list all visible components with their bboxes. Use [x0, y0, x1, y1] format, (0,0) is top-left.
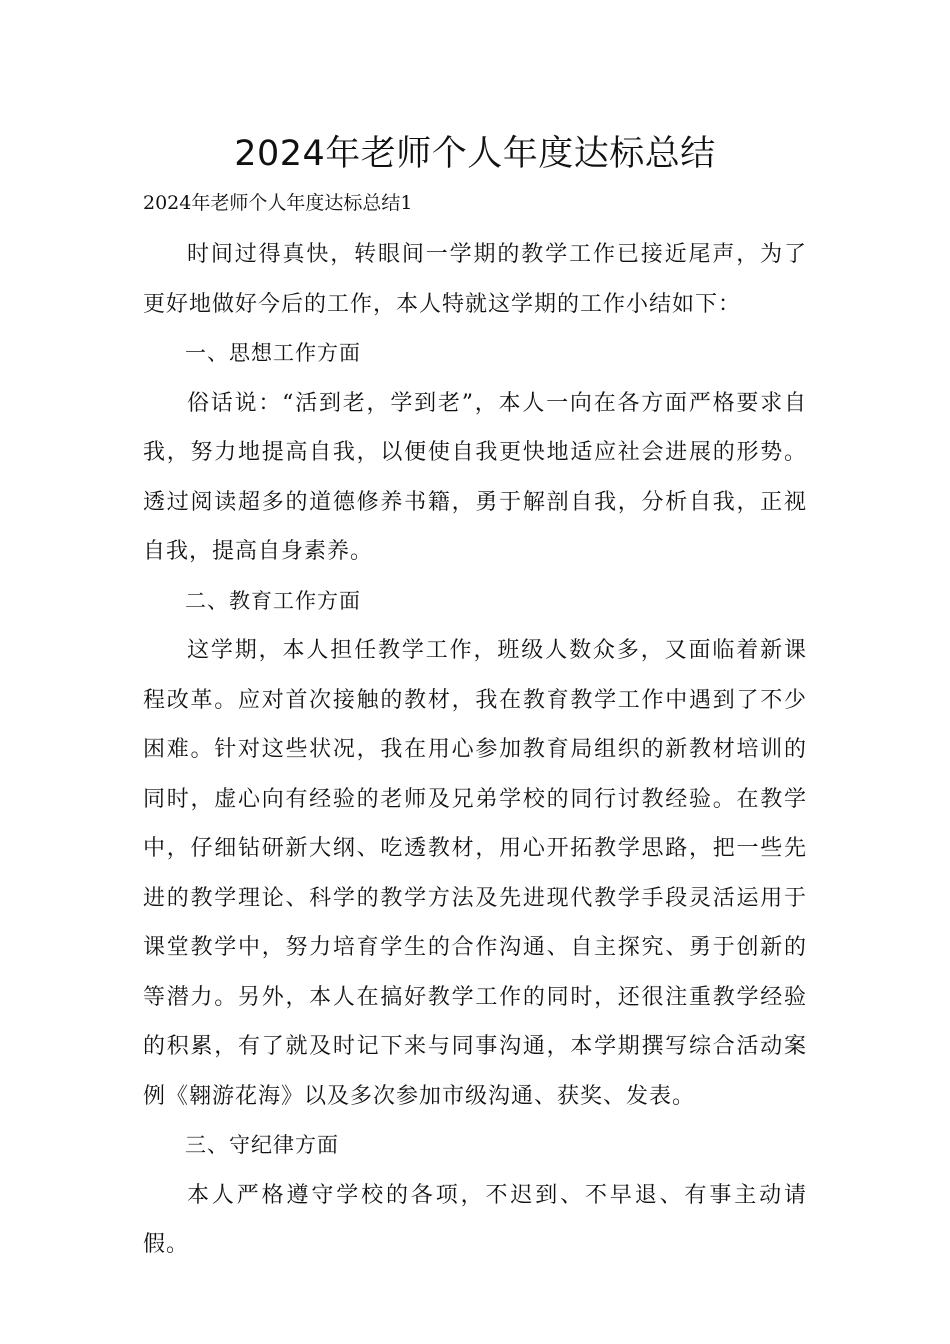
section-heading-education: 二、教育工作方面	[185, 588, 361, 613]
section-heading-thought: 一、思想工作方面	[185, 341, 361, 365]
intro-paragraph: 时间过得真快，转眼间一学期的教学工作已接近尾声，为了更好地做好今后的工作，本人特就这学期的工作小结如下：	[143, 242, 807, 317]
section-body-thought: 俗话说：“活到老，学到老”，本人一向在各方面严格要求自我，努力地提高自我，以便使自我更快地适应社会进展的形势。透过阅读超多的道德修养书籍，勇于解剖自我，分析自我，正视自我，提高自身素养。	[143, 390, 807, 564]
document-subtitle: 2024年老师个人年度达标总结1	[143, 192, 413, 214]
section-body-discipline: 本人严格遵守学校的各项，不迟到、不早退、有事主动请假。	[143, 1182, 807, 1257]
section-heading-discipline: 三、守纪律方面	[185, 1133, 339, 1157]
section-body-education: 这学期，本人担任教学工作，班级人数众多，又面临着新课程改革。应对首次接触的教材，我在教育教学工作中遇到了不少困难。针对这些状况，我在用心参加教育局组织的新教材培训的同时，虚心向有经验的老师及兄弟学校的同行讨教经验。在教学中，仔细钻研新大纲、吃透教材，用心开拓教学思路，把一些先进的教学理论、科学的教学方法及先进现代教学手段灵活运用于课堂教学中，努力培育学生的合作沟通、自主探究、勇于创新的等潜力。另外，本人在搞好教学工作的同时，还很注重教学经验的积累，有了就及时记下来与同事沟通，本学期撰写综合活动案例《翱游花海》以及多次参加市级沟通、获奖、发表。	[143, 638, 807, 1109]
document-title: 2024年老师个人年度达标总结	[234, 134, 716, 174]
